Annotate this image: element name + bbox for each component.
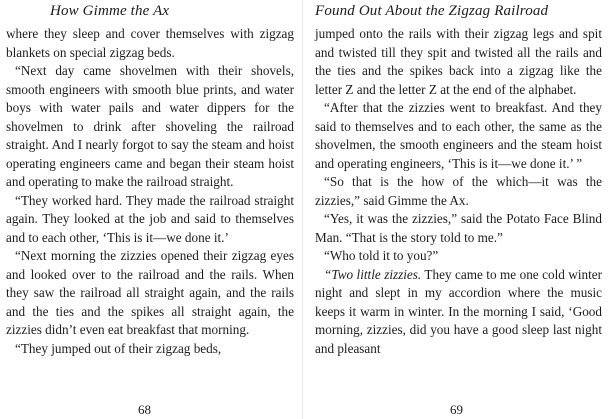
- left-page-number: 68: [138, 402, 151, 417]
- left-paragraph-1: where they sleep and cover themselves with zigzag blankets on special zigzag beds.: [6, 26, 294, 60]
- right-paragraph-5: “Who told it to you?”: [324, 248, 439, 263]
- left-paragraph-5: “They jumped out of their zigzag beds,: [15, 340, 222, 356]
- left-page: [0, 0, 300, 419]
- right-page-text: [315, 25, 602, 358]
- left-paragraph-4: “Next morning the zizzies opened their zigzag eyes and looked over to the railroad and the rails. When they saw the railroad all straight again, and the rails and the ties and the spikes all straight again, the zizzies didn’t even eat breakfast that morning.: [6, 248, 294, 337]
- right-page-number: 69: [450, 402, 463, 417]
- right-paragraph-3: “So that is the how of the which—it was the zizzies,” said Gimme the Ax.: [315, 174, 602, 208]
- italic-lead: “Two little zizzies.: [324, 266, 422, 282]
- left-running-head: How Gimme the Ax: [50, 3, 170, 19]
- paragraph-continuation: They came to me one cold winter night and slept in my accordion where the music keeps it warm in winter. In the morning I said, ‘Good morning, zizzies, did you have a good sleep last night and pleasant: [315, 266, 602, 356]
- right-paragraph-6: [315, 266, 602, 359]
- right-page: [305, 0, 609, 419]
- right-paragraph-1: jumped onto the rails with their zigzag legs and spit and twisted till they spit and twisted all the rails and the ties and the spikes back into a zigzag like the letter Z and the letter Z at the end of the alphabet.: [315, 26, 602, 97]
- left-page-text: [6, 25, 294, 358]
- right-running-head: Found Out About the Zigzag Railroad: [315, 3, 549, 19]
- left-paragraph-3: “They worked hard. They made the railroad straight again. They looked at the job and said to themselves and to each other, ‘This is it—we done it.’: [6, 192, 294, 245]
- gutter-divider: [302, 0, 303, 419]
- right-paragraph-2: “After that the zizzies went to breakfast. And they said to themselves and to each other, the same as the shovelmen, the smooth engineers and the steam hoist and operating engineers, ‘This is it—we done it.’ ”: [315, 100, 602, 171]
- right-paragraph-4: “Yes, it was the zizzies,” said the Potato Face Blind Man. “That is the story told to me.”: [315, 211, 602, 245]
- left-paragraph-2: “Next day came shovelmen with their shovels, smooth engineers with smooth blue prints, and water boys with water pails and water dippers for the shovelmen to drink after shoveling the railroad straight. And I nearly forgot to say the steam and hoist operating engineers came and began their steam hoist and operating to make the railroad straight.: [6, 63, 294, 189]
